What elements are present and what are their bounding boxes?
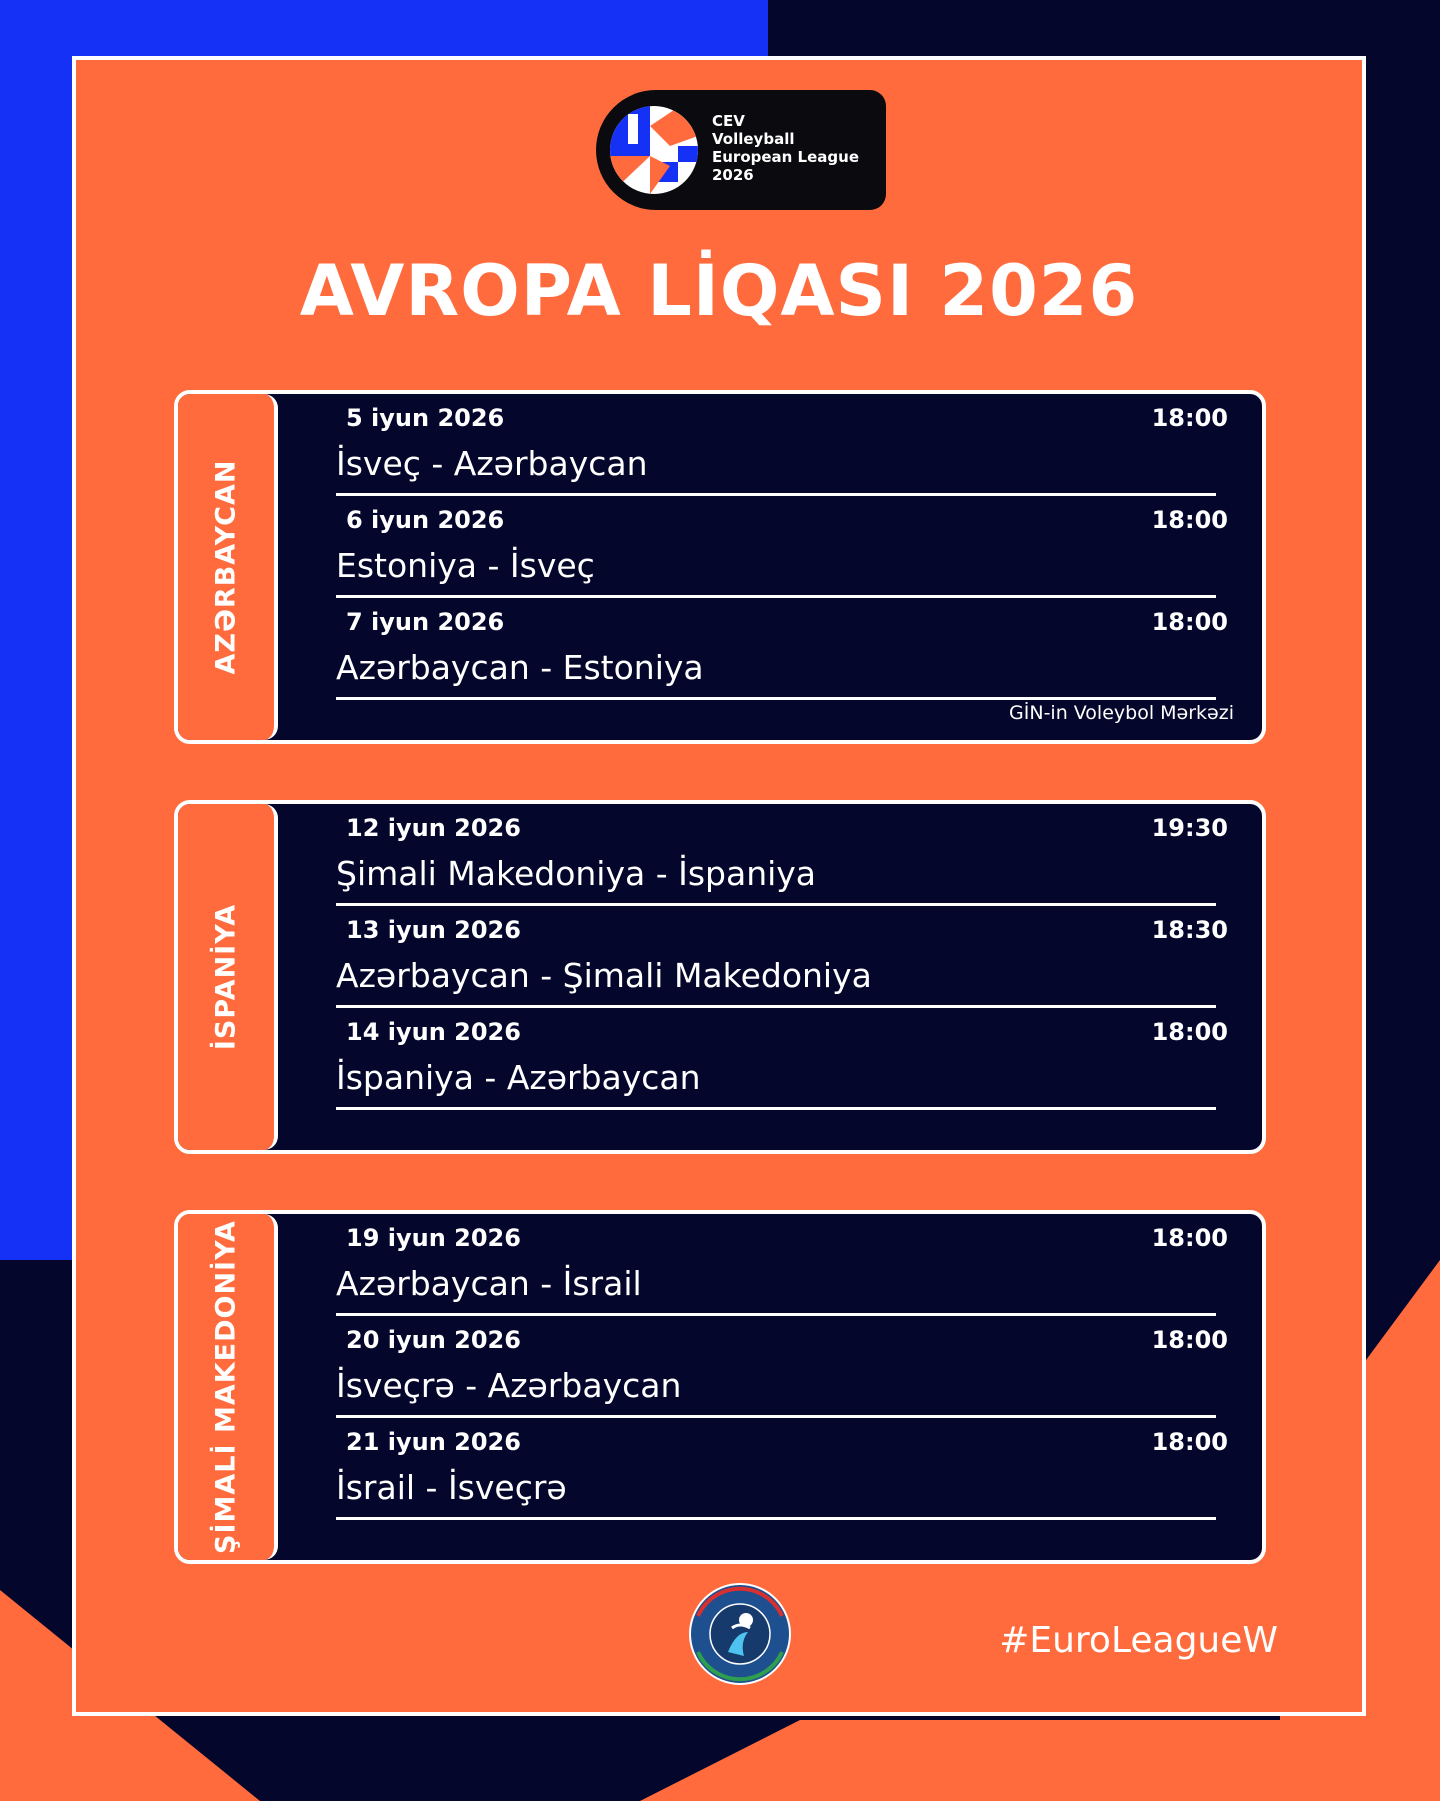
match-time: 18:00	[1151, 608, 1228, 636]
match-time: 18:00	[1151, 506, 1228, 534]
match-date: 13 iyun 2026	[346, 916, 521, 944]
match-teams: İspaniya - Azərbaycan	[336, 1058, 701, 1097]
match-teams: Şimali Makedoniya - İspaniya	[336, 854, 817, 893]
cev-league-logo	[596, 90, 886, 210]
poster-card	[72, 56, 1366, 1716]
group-host-name: ŞİMALİ MAKEDONİYA	[210, 1220, 242, 1554]
logo-line: 2026	[712, 166, 754, 184]
match-date: 20 iyun 2026	[346, 1326, 521, 1354]
match-date: 7 iyun 2026	[346, 608, 505, 636]
cev-logo-icon	[610, 106, 698, 194]
match-time: 18:00	[1151, 1224, 1228, 1252]
match-row	[336, 1418, 1228, 1520]
group-host-name: AZƏRBAYCAN	[210, 459, 242, 675]
group-host-name: İSPANİYA	[210, 903, 242, 1051]
group-north-macedonia	[174, 1210, 1266, 1564]
match-time: 18:00	[1151, 404, 1228, 432]
group-host-label	[178, 804, 278, 1150]
divider	[336, 697, 1216, 700]
group-host-label	[178, 1214, 278, 1560]
match-time: 18:00	[1151, 1018, 1228, 1046]
logo-line: CEV	[712, 112, 745, 130]
match-row	[336, 804, 1228, 906]
match-teams: Azərbaycan - İsrail	[336, 1264, 642, 1303]
match-teams: Azərbaycan - Şimali Makedoniya	[336, 956, 872, 995]
match-time: 18:30	[1151, 916, 1228, 944]
match-date: 5 iyun 2026	[346, 404, 505, 432]
match-row	[336, 1008, 1228, 1110]
match-teams: Estoniya - İsveç	[336, 546, 595, 585]
match-row	[336, 906, 1228, 1008]
match-teams: İsveç - Azərbaycan	[336, 444, 648, 483]
divider	[336, 1517, 1216, 1520]
divider	[336, 1107, 1216, 1110]
match-row	[336, 598, 1228, 700]
group-spain	[174, 800, 1266, 1154]
match-teams: İsrail - İsveçrə	[336, 1468, 567, 1507]
federation-logo-icon	[688, 1582, 792, 1686]
background-orange-bottom	[640, 1720, 1440, 1801]
match-row	[336, 496, 1228, 598]
match-row	[336, 1316, 1228, 1418]
venue-label: GİN-in Voleybol Mərkəzi	[1009, 702, 1234, 724]
group-host-label	[178, 394, 278, 740]
match-time: 18:00	[1151, 1428, 1228, 1456]
logo-line: European League	[712, 148, 860, 166]
match-time: 19:30	[1151, 814, 1228, 842]
match-teams: Azərbaycan - Estoniya	[336, 648, 704, 687]
match-date: 21 iyun 2026	[346, 1428, 521, 1456]
match-date: 12 iyun 2026	[346, 814, 521, 842]
match-row	[336, 1214, 1228, 1316]
page-title: AVROPA LİQASI 2026	[299, 250, 1139, 332]
cev-logo-text	[712, 112, 859, 184]
match-date: 14 iyun 2026	[346, 1018, 521, 1046]
logo-line: Volleyball	[712, 130, 795, 148]
match-time: 18:00	[1151, 1326, 1228, 1354]
match-teams: İsveçrə - Azərbaycan	[336, 1366, 682, 1405]
group-azerbaijan	[174, 390, 1266, 744]
hashtag: #EuroLeagueW	[999, 1620, 1278, 1661]
match-date: 19 iyun 2026	[346, 1224, 521, 1252]
match-row	[336, 394, 1228, 496]
match-date: 6 iyun 2026	[346, 506, 505, 534]
